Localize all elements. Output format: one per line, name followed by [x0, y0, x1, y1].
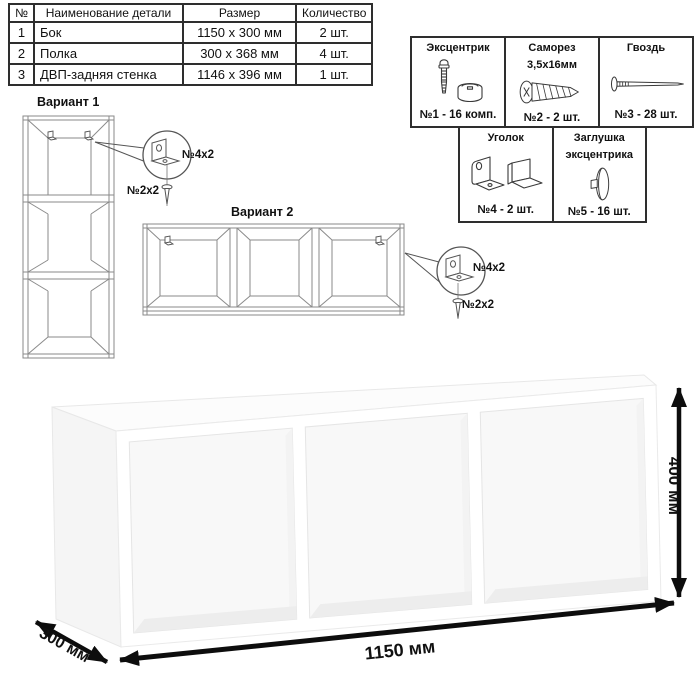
col-header-num: № — [9, 4, 34, 22]
hardware-cell-nail — [598, 36, 694, 128]
hardware-count: №4 - 2 шт. — [477, 204, 534, 216]
variant2-diagram — [140, 220, 410, 320]
part-size: 300 x 368 мм — [183, 43, 296, 64]
part-name: Полка — [34, 43, 183, 64]
hardware-cell-screw — [504, 36, 600, 128]
hardware-cell-cap — [552, 126, 648, 223]
part-size: 1150 x 300 мм — [183, 22, 296, 43]
parts-table — [8, 3, 373, 86]
shelf-left-panel — [52, 407, 121, 647]
part-qty: 4 шт. — [296, 43, 372, 64]
part-size: 1146 x 396 мм — [183, 64, 296, 85]
hardware-box-bottom-row — [458, 126, 647, 223]
hardware-count: №2 - 2 шт. — [523, 112, 581, 125]
parts-table-header-row — [9, 4, 372, 22]
variant1-screw-label: №2x2 — [127, 185, 160, 197]
hardware-subtitle: эксцентрика — [565, 149, 634, 162]
eccentric-and-cam-icon — [428, 59, 488, 109]
part-name: Бок — [34, 22, 183, 43]
col-header-name: Наименование детали — [34, 4, 183, 22]
part-num: 1 — [9, 22, 34, 43]
variant2-title: Вариант 2 — [231, 205, 294, 219]
part-name: ДВП-задняя стенка — [34, 64, 183, 85]
hardware-box-top-row — [410, 36, 694, 128]
hardware-count: №3 - 28 шт. — [614, 109, 678, 121]
hardware-count: №5 - 16 шт. — [567, 206, 631, 219]
hardware-subtitle: 3,5x16мм — [527, 59, 577, 72]
hardware-title: Саморез — [528, 42, 576, 54]
part-qty: 2 шт. — [296, 22, 372, 43]
variant2-screw-label: №2x2 — [462, 299, 495, 311]
height-dimension-label: 400 мм — [665, 456, 684, 516]
variant1-bracket-label: №4x2 — [182, 149, 215, 161]
mini-bracket-icon — [85, 131, 93, 140]
hardware-cell-bracket — [458, 126, 554, 223]
hardware-title: Эксцентрик — [426, 42, 490, 54]
part-num: 3 — [9, 64, 34, 85]
col-header-size: Размер — [183, 4, 296, 22]
table-row — [9, 43, 372, 64]
col-header-qty: Количество — [296, 4, 372, 22]
hardware-title: Гвоздь — [626, 42, 666, 54]
corner-bracket-icon — [468, 149, 544, 204]
variant2-bracket-label: №4x2 — [473, 262, 506, 274]
depth-dimension-label: 300 мм — [36, 624, 93, 667]
variant1-title: Вариант 1 — [37, 95, 100, 109]
screw-icon — [514, 72, 590, 112]
hardware-title: Уголок — [487, 132, 524, 144]
table-row — [9, 22, 372, 43]
mini-bracket-icon — [48, 131, 56, 140]
width-dimension-label: 1150 мм — [363, 636, 437, 664]
hardware-cell-eccentric — [410, 36, 506, 128]
cam-cap-icon — [581, 162, 617, 206]
shelf-3d-render — [30, 370, 700, 690]
nail-icon — [605, 59, 687, 109]
part-num: 2 — [9, 43, 34, 64]
hardware-title: Заглушка — [573, 132, 625, 144]
part-qty: 1 шт. — [296, 64, 372, 85]
hardware-count: №1 - 16 комп. — [419, 109, 497, 122]
variant2-callout — [400, 233, 515, 328]
table-row — [9, 64, 372, 85]
